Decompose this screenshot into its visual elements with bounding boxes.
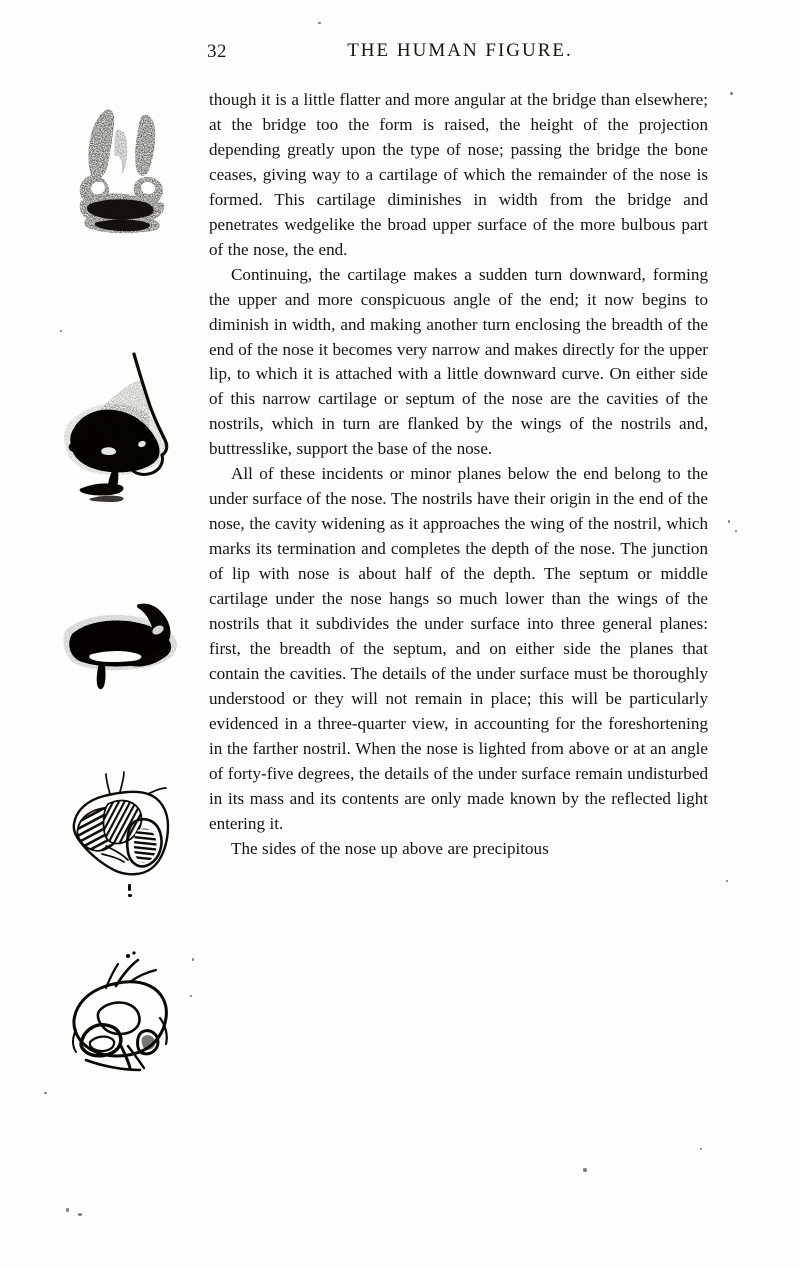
nose-profile-shaded-study bbox=[58, 352, 180, 502]
scan-speck bbox=[726, 880, 728, 882]
scan-speck bbox=[190, 995, 192, 997]
scan-speck bbox=[583, 1168, 587, 1172]
figure-2-artwork bbox=[58, 352, 180, 502]
page-number: 32 bbox=[207, 41, 227, 62]
scan-speck bbox=[44, 1092, 47, 1094]
figure-3-artwork bbox=[62, 598, 180, 694]
scan-speck bbox=[60, 330, 62, 332]
scan-speck bbox=[66, 1208, 69, 1212]
scan-speck bbox=[728, 520, 730, 523]
nostril-planes-hatched-diagram bbox=[62, 768, 182, 898]
paragraph: The sides of the nose up above are precipitous bbox=[231, 838, 549, 858]
paragraph: All of these incidents or minor planes below the end belong to the under surface of the nose. The nostrils have their origin in the end of the nose, the cavity widening as it approaches the wing of the nostril, which marks its termination and completes the depth of the nose. The junction of lip with nose is about half of the depth. The septum or middle cartilage under the nose hangs so much lower than the wings of the nostrils that it subdivides the under surface into three general planes: first, the breadth of the septum, and on either side the planes that contain the cavities. The details of the under surface must be thoroughly understood or they will not remain in place; this will be particularly evidenced in a three-quarter view, in accounting for the foreshortening in the farther nostril. When the nose is lighted from above or at an angle of forty-five degrees, the details of the under surface remain undisturbed in its mass and its contents are only made known by the reflected light entering it. bbox=[209, 464, 708, 833]
nose-underside-mass-study bbox=[62, 598, 180, 694]
figure-4-artwork bbox=[62, 768, 182, 898]
scan-speck bbox=[700, 1148, 702, 1150]
scan-speck bbox=[730, 92, 733, 95]
paragraph: though it is a little flatter and more angular at the bridge than elsewhere; at the bridge too the form is raised, the height of the projection depending greatly upon the type of nose; passing the bridge the bone ceases, giving way to a cartilage of which the remainder of the nose is formed. This cartilage diminishes in width from the bridge and penetrates wedgelike the broad upper surface of the more bulbous part of the nose, the end. bbox=[209, 90, 708, 259]
scan-speck bbox=[78, 1213, 82, 1216]
figure-5-artwork bbox=[56, 948, 184, 1080]
nose-three-quarter-line-study bbox=[56, 948, 184, 1080]
figure-1-artwork bbox=[68, 100, 178, 235]
scan-speck bbox=[318, 22, 321, 24]
scan-speck bbox=[192, 958, 194, 961]
text-column bbox=[209, 88, 708, 862]
nose-front-view-tonal-study bbox=[68, 100, 178, 235]
running-head bbox=[0, 40, 800, 70]
running-title: THE HUMAN FIGURE. bbox=[347, 40, 573, 61]
scan-speck bbox=[735, 530, 737, 532]
paragraph: Continuing, the cartilage makes a sudden turn downward, forming the upper and more conspicuous angle of the end; it now begins to diminish in width, and making another turn enclosing the breadth of the end of the nose it becomes very narrow and makes directly for the upper lip, to which it is attached with a little downward curve. On either side of this narrow cartilage or septum of the nose are the cavities of the nostrils, which in turn are flanked by the wings of the nostrils and, buttresslike, support the base of the nose. bbox=[209, 264, 708, 459]
